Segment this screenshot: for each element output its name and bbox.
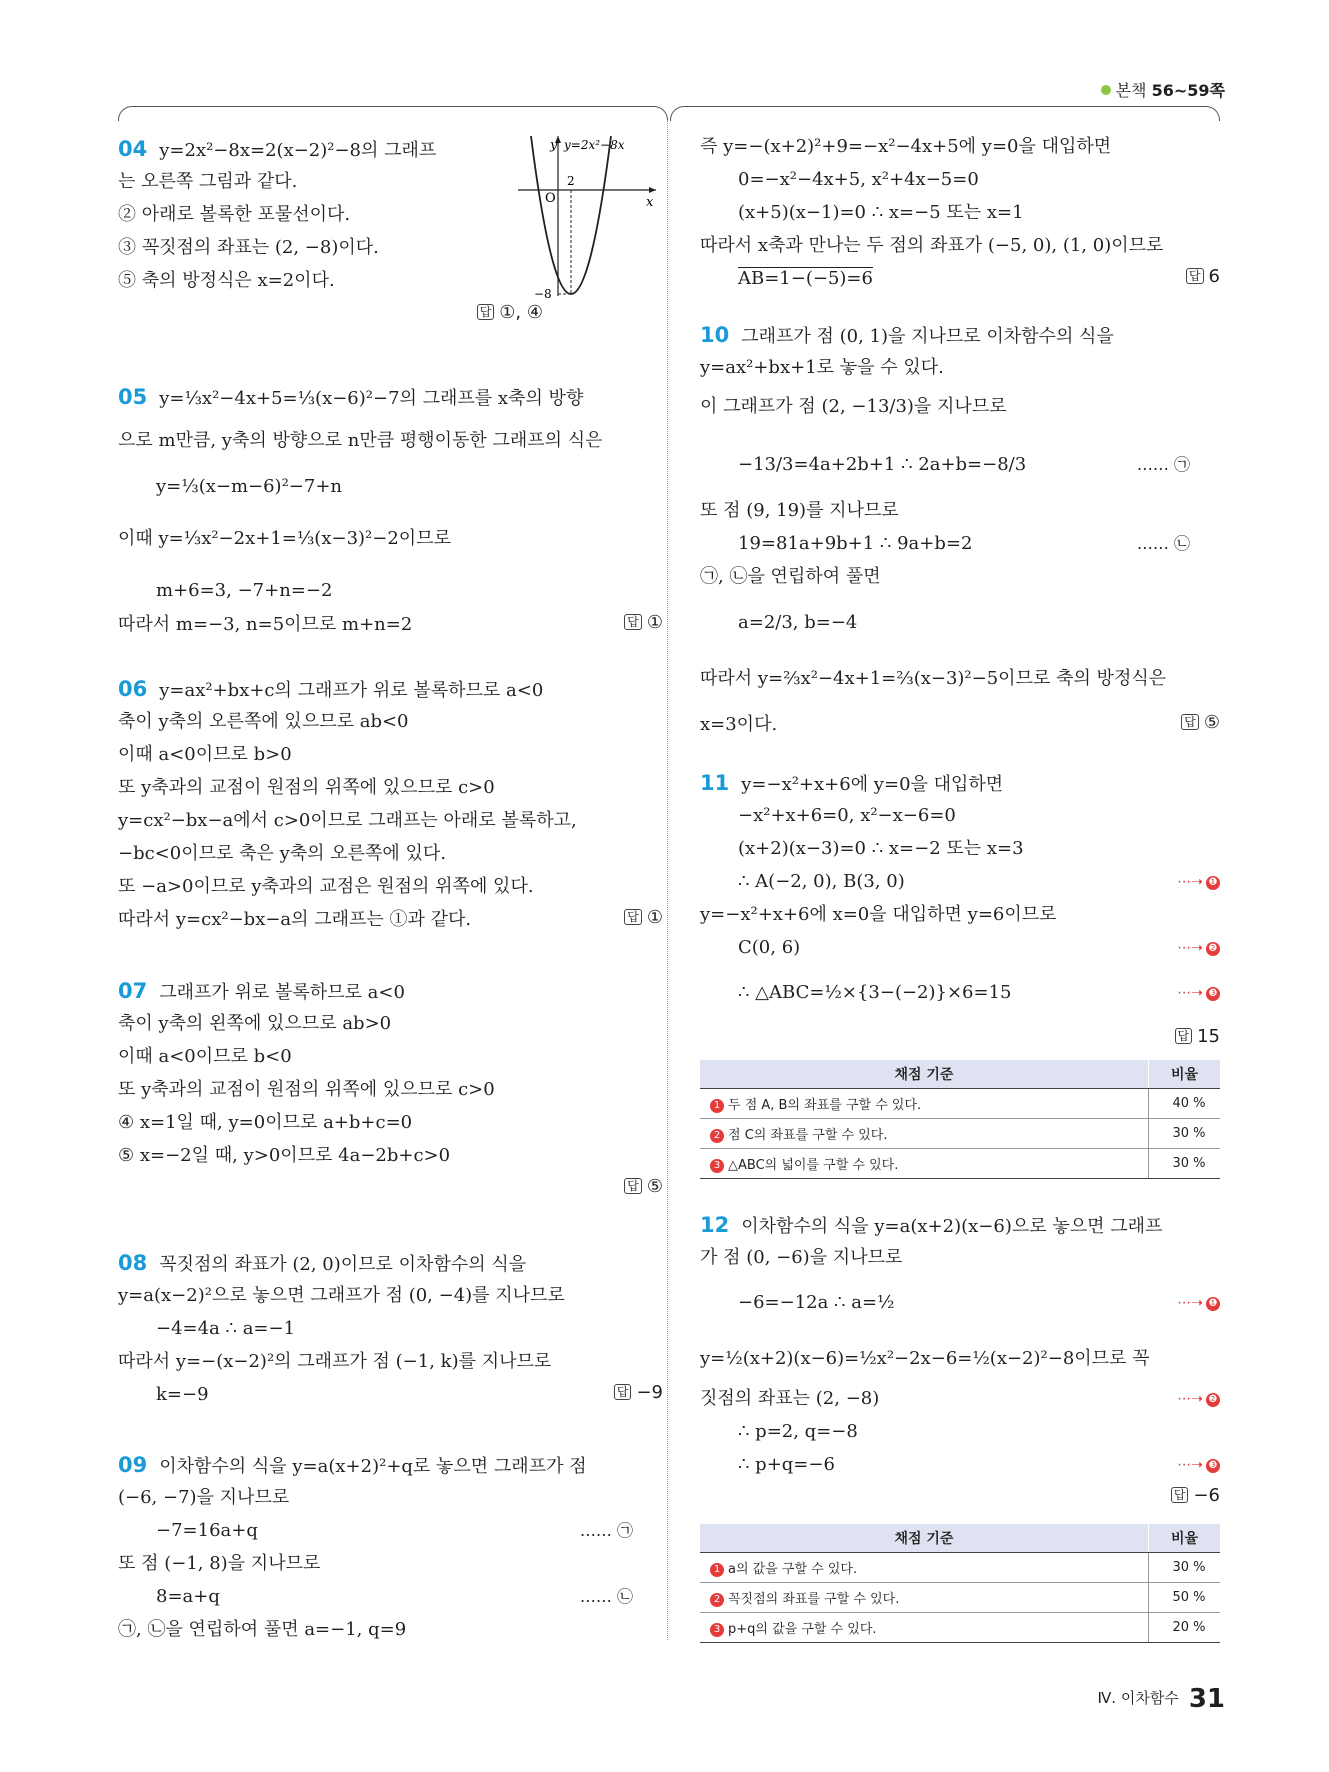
- problem-number: 04: [118, 137, 148, 161]
- answer-label-icon: 답: [614, 1384, 632, 1400]
- step-marker: ⋯➝ ❶: [1177, 1295, 1220, 1311]
- table-row: 3 △ABC의 넓이를 구할 수 있다. 30 %: [700, 1149, 1220, 1179]
- bullet-dot-icon: [1101, 85, 1111, 95]
- table-row: 1 a의 값을 구할 수 있다. 30 %: [700, 1553, 1220, 1583]
- equation-mark: …… ㉠: [1136, 455, 1190, 474]
- origin-label: O: [545, 191, 556, 206]
- answer-label-icon: 답: [1171, 1487, 1189, 1503]
- page-number: 31: [1188, 1684, 1225, 1714]
- x-axis-label: x: [646, 195, 654, 210]
- equation-mark: …… ㉡: [1136, 534, 1190, 553]
- answer-label-icon: 답: [624, 614, 642, 630]
- answer-label-icon: 답: [1186, 268, 1204, 284]
- answer: 답 −9: [614, 1382, 663, 1403]
- answer-label-icon: 답: [477, 304, 495, 320]
- step-marker: ⋯➝ ❷: [1177, 1391, 1220, 1407]
- table-row: 3 p+q의 값을 구할 수 있다. 20 %: [700, 1613, 1220, 1643]
- answer: 답 ⑤: [624, 1176, 663, 1197]
- answer: 답 ①: [624, 612, 663, 633]
- answer-label-icon: 답: [1181, 714, 1199, 730]
- column-divider: [667, 120, 668, 1640]
- table-row: 1 두 점 A, B의 좌표를 구할 수 있다. 40 %: [700, 1089, 1220, 1119]
- right-column-frame: [670, 106, 1220, 121]
- answer: 답 6: [1186, 266, 1220, 287]
- y-axis-label: y: [550, 138, 558, 153]
- problem-number: 07: [118, 979, 148, 1003]
- answer: 답 ①, ④: [477, 302, 543, 323]
- curve-label: y=2x²−8x: [564, 138, 625, 152]
- parabola-graph: [518, 136, 658, 316]
- step-marker: ⋯➝ ❸: [1177, 1457, 1220, 1473]
- tick-y-label: −8: [534, 287, 552, 301]
- step-marker: ⋯➝ ❶: [1177, 874, 1220, 890]
- answer: 답 ⑤: [1181, 712, 1220, 733]
- answer-label-icon: 답: [624, 909, 642, 925]
- answer: 답 ①: [624, 907, 663, 928]
- problem-number: 06: [118, 677, 148, 701]
- problem-number: 09: [118, 1453, 148, 1477]
- tick-x-label: 2: [567, 174, 575, 188]
- problem-number: 05: [118, 385, 148, 409]
- table-row: 2 점 C의 좌표를 구할 수 있다. 30 %: [700, 1119, 1220, 1149]
- answer: 답 −6: [1171, 1485, 1220, 1506]
- grading-table: 채점 기준 비율 1 두 점 A, B의 좌표를 구할 수 있다. 40 % 2 점 C의 좌표를 구할 수 있다. 30 % 3 △ABC의 넓이를 구할 수 있다. 30 %: [700, 1060, 1220, 1179]
- problem-number: 10: [700, 323, 730, 347]
- grading-table: 채점 기준 비율 1 a의 값을 구할 수 있다. 30 % 2 꼭짓점의 좌표를 구할 수 있다. 50 % 3 p+q의 값을 구할 수 있다. 20 %: [700, 1524, 1220, 1643]
- page-footer: [1097, 1684, 1225, 1714]
- answer-label-icon: 답: [1175, 1028, 1193, 1044]
- left-column-frame: [118, 106, 668, 121]
- answer: 답 15: [1175, 1026, 1221, 1047]
- x-axis-arrow-icon: [649, 187, 656, 193]
- step-marker: ⋯➝ ❸: [1177, 985, 1220, 1001]
- problem-number: 08: [118, 1251, 148, 1275]
- problem-number: 11: [700, 771, 730, 795]
- chapter-title: Ⅳ. 이차함수: [1097, 1689, 1179, 1707]
- table-row: 2 꼭짓점의 좌표를 구할 수 있다. 50 %: [700, 1583, 1220, 1613]
- page-reference: 본책 56~59쪽: [1101, 78, 1225, 101]
- step-marker: ⋯➝ ❷: [1177, 940, 1220, 956]
- equation-mark: …… ㉠: [579, 1521, 633, 1540]
- problem-number: 12: [700, 1213, 730, 1237]
- answer-label-icon: 답: [624, 1178, 642, 1194]
- equation-mark: …… ㉡: [579, 1587, 633, 1606]
